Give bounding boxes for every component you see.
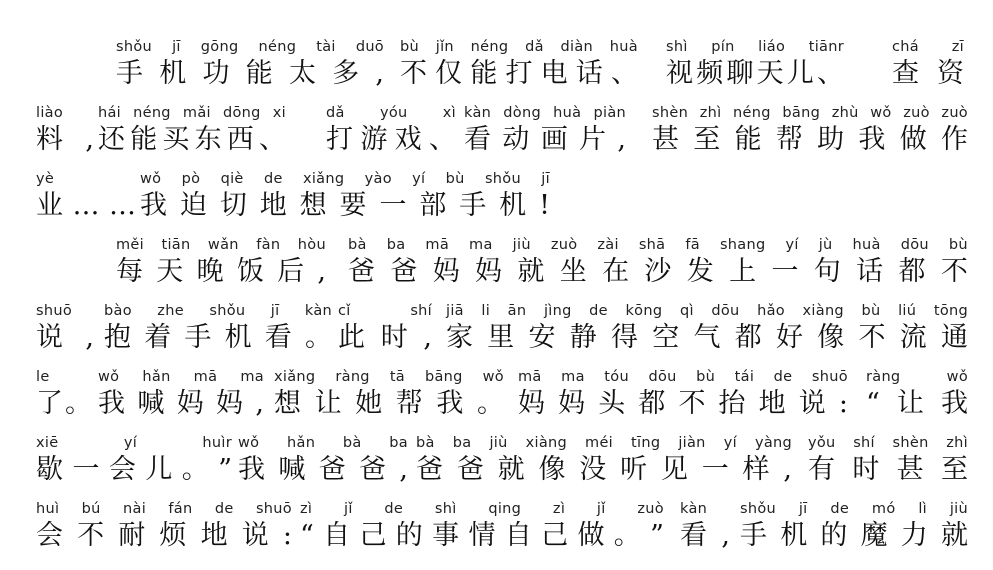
hanzi-row: 我 迫 切 地 想 要 一 部 手 机 ! <box>140 190 550 221</box>
text-line-1 <box>0 38 993 104</box>
hanzi-row: 妈 妈 头 都 不 抬 地 说 : <box>518 388 848 419</box>
text-segment <box>104 302 332 368</box>
hanzi-row: 想 让 她 帮 我 。 <box>274 388 504 419</box>
pinyin-row: měi tiān wǎn fàn hòu <box>116 237 326 253</box>
hanzi-row: 爸 爸 就 像 没 听 见 一 样 , <box>416 454 792 485</box>
text-segment <box>140 170 550 236</box>
pinyin-row: xiǎng ràng tā bāng wǒ <box>274 369 504 385</box>
pinyin-row: bà ba jiù xiàng méi tīng jiàn yí yàng <box>416 435 792 451</box>
pinyin-row: wǒ hǎn bà ba <box>238 435 408 451</box>
text-segment <box>36 302 94 368</box>
text-segment <box>446 302 968 368</box>
hanzi-row: 我 喊 爸 爸 , <box>238 454 408 485</box>
pinyin-row: kàn dòng huà piàn <box>464 105 626 121</box>
pinyin-row: cǐ shí <box>338 303 432 319</box>
pinyin-row: jiā li ān jìng de kōng qì dōu hǎo xiàng bù liú tōng <box>446 303 968 319</box>
text-segment <box>36 500 292 566</box>
text-segment <box>274 368 504 434</box>
pinyin-row: shǒu jī de mó lì jiù <box>740 501 968 517</box>
hanzi-row: 家 里 安 静 得 空 气 都 好 像 不 流 通 <box>446 322 968 353</box>
hanzi-row: 业 … … <box>36 190 136 221</box>
hanzi-row: 料 , <box>36 124 94 155</box>
text-segment <box>98 104 286 170</box>
text-line-4 <box>0 236 993 302</box>
pinyin-row: shuō <box>36 303 73 319</box>
hanzi-row: 还 能 买 东 西 、 <box>98 124 286 155</box>
pinyin-row: kàn <box>680 501 708 517</box>
hanzi-row: 每 天 晚 饭 后 , <box>116 256 326 287</box>
hanzi-row: 我 喊 妈 妈 , <box>98 388 264 419</box>
text-segment <box>326 104 456 170</box>
text-line-8 <box>0 500 993 566</box>
pinyin-row: xiē yí huìr <box>36 435 232 451</box>
text-segment <box>116 236 326 302</box>
hanzi-row: 查 资 <box>892 58 964 89</box>
hanzi-row: 手 机 功 能 太 多 , <box>116 58 384 89</box>
pinyin-row: ràng wǒ <box>866 369 968 385</box>
text-segment <box>666 38 844 104</box>
text-segment <box>36 170 136 236</box>
text-segment <box>892 38 964 104</box>
pinyin-row: dǎ yóu xì <box>326 105 456 121</box>
hanzi-row: 打 游 戏 、 <box>326 124 456 155</box>
pinyin-row: yǒu shí shèn zhì <box>808 435 968 451</box>
text-segment <box>740 500 968 566</box>
hanzi-row: 歇 一 会 儿 。 ” <box>36 454 232 485</box>
pinyin-row: hái néng mǎi dōng xi <box>98 105 286 121</box>
hanzi-row: 看 动 画 片 , <box>464 124 626 155</box>
pinyin-row: liào <box>36 105 64 121</box>
text-segment <box>98 368 264 434</box>
hanzi-row: 会 不 耐 烦 地 说 : <box>36 520 292 551</box>
hanzi-row: 有 时 甚 至 <box>808 454 968 485</box>
text-line-3 <box>0 170 993 236</box>
hanzi-row: 抱 着 手 机 看 。 <box>104 322 332 353</box>
text-segment <box>416 434 792 500</box>
text-line-5 <box>0 302 993 368</box>
hanzi-row: 视 频 聊 天 儿 、 <box>666 58 844 89</box>
pinyin-row: mā ma tóu dōu bù tái de shuō <box>518 369 848 385</box>
pinyin-row: wǒ hǎn mā ma <box>98 369 264 385</box>
pinyin-row: yè <box>36 171 55 187</box>
text-segment <box>36 368 92 434</box>
pinyin-row: shì pín liáo tiānr <box>666 39 844 55</box>
text-segment <box>680 500 730 566</box>
pinyin-row: zì jǐ de shì qing zì jǐ zuò <box>300 501 664 517</box>
hanzi-row: 说 , <box>36 322 94 353</box>
pinyin-row: huì bú nài fán de shuō <box>36 501 292 517</box>
hanzi-row: 爸 爸 妈 妈 就 坐 在 沙 发 上 一 句 话 都 不 <box>348 256 968 287</box>
pinyin-row: wǒ pò qiè de xiǎng yào yí bù shǒu jī <box>140 171 550 187</box>
pinyin-row: bào zhe shǒu jī kàn <box>104 303 332 319</box>
hanzi-row: “ 自 己 的 事 情 自 己 做 。 ” <box>300 520 664 551</box>
hanzi-row: 不 仅 能 打 电 话 、 <box>400 58 638 89</box>
text-segment <box>348 236 968 302</box>
pinyin-row: le <box>36 369 50 385</box>
text-segment <box>400 38 638 104</box>
text-segment <box>116 38 384 104</box>
text-segment <box>518 368 848 434</box>
text-segment <box>652 104 968 170</box>
text-line-6 <box>0 368 993 434</box>
hanzi-row: 此 时 , <box>338 322 432 353</box>
text-line-7 <box>0 434 993 500</box>
pinyin-row: shèn zhì néng bāng zhù wǒ zuò zuò <box>652 105 968 121</box>
text-segment <box>808 434 968 500</box>
text-segment <box>338 302 432 368</box>
hanzi-row: 手 机 的 魔 力 就 <box>740 520 968 551</box>
text-segment <box>866 368 968 434</box>
hanzi-row: 甚 至 能 帮 助 我 做 作 <box>652 124 968 155</box>
text-segment <box>36 434 232 500</box>
pinyin-row: shǒu jī gōng néng tài duō <box>116 39 384 55</box>
text-segment <box>238 434 408 500</box>
text-line-2 <box>0 104 993 170</box>
pinyin-row: bà ba mā ma jiù zuò zài shā fā shang yí jù huà dōu bù <box>348 237 968 253</box>
text-segment <box>464 104 626 170</box>
hanzi-row: “ 让 我 <box>866 388 968 419</box>
pinyin-row: chá zī <box>892 39 964 55</box>
text-segment <box>300 500 664 566</box>
pinyin-row: bù jǐn néng dǎ diàn huà <box>400 39 638 55</box>
hanzi-row: 看 , <box>680 520 730 551</box>
text-segment <box>36 104 94 170</box>
hanzi-row: 了 。 <box>36 388 92 419</box>
